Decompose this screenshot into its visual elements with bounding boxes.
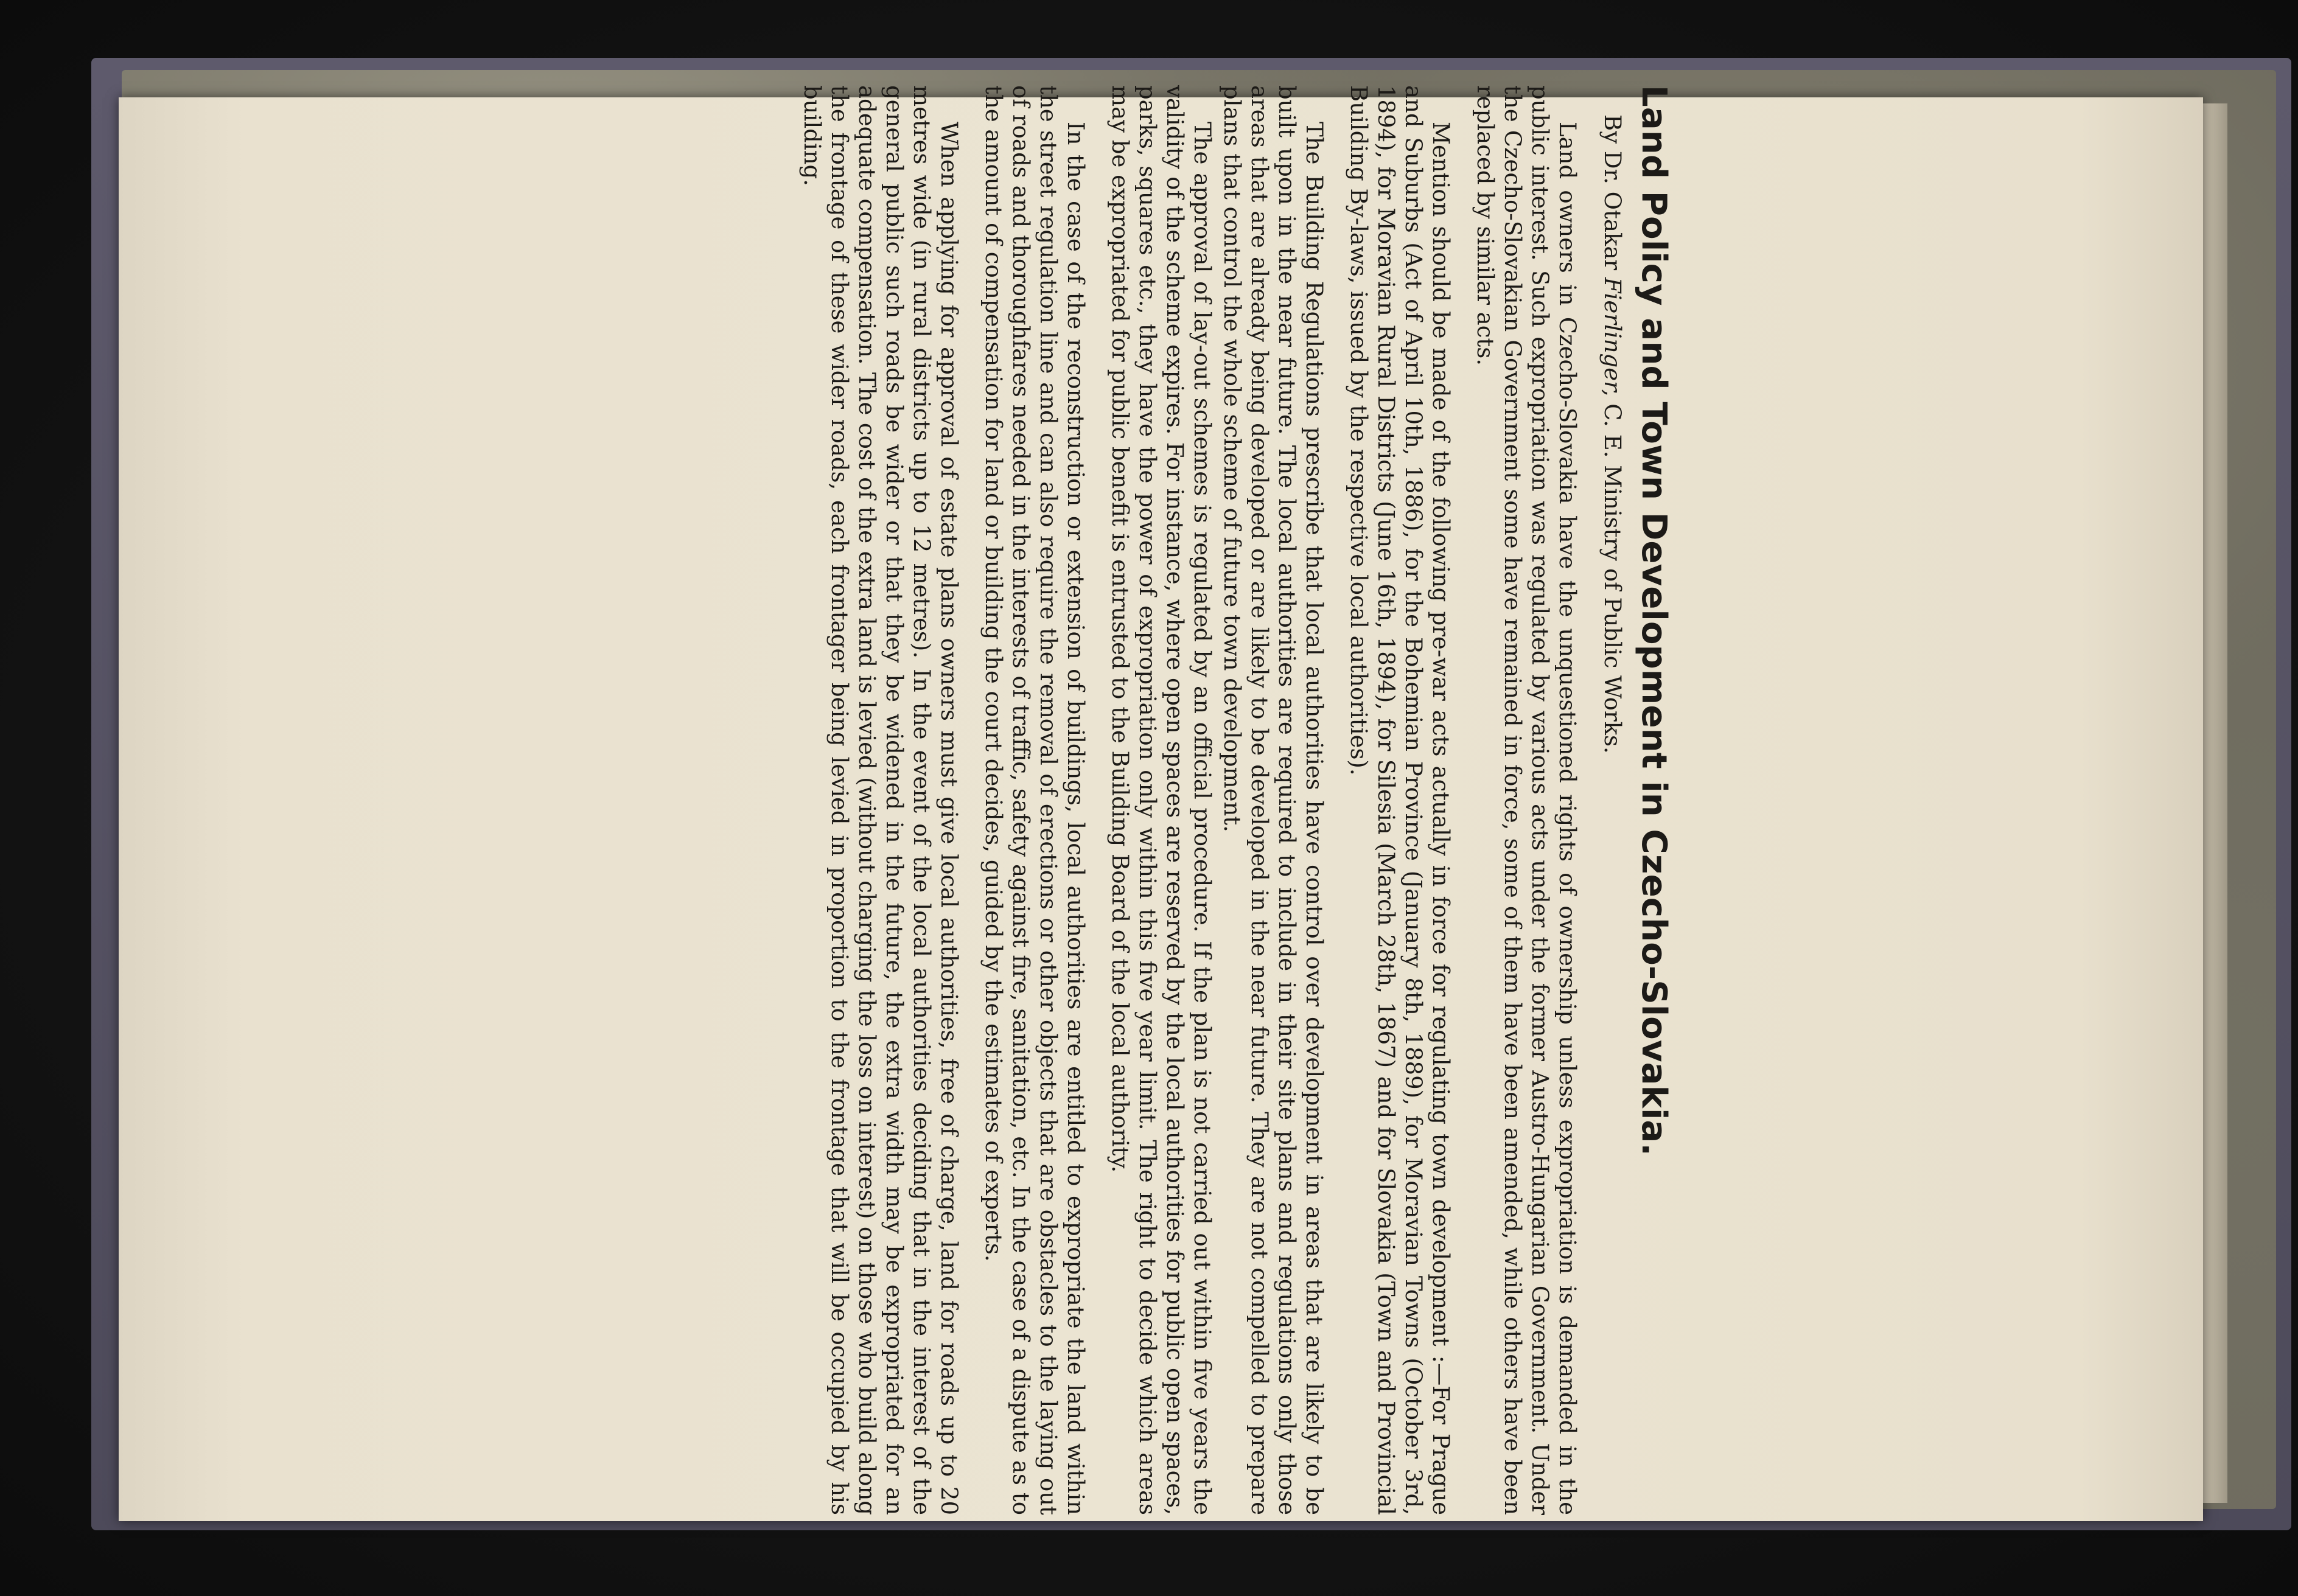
article [761,85,1674,1515]
author-name: Fierlinger, [1599,277,1626,397]
paragraph: Mention should be made of the following pre-war acts actually in force for regulating town development :—For Prague and Suburbs (Act of April 10th, 1886), for the Bohemian Province (January 8th, 1889), for Moravian Towns (October 3rd, 1894), for Moravian Rural Districts (June 16th, 1894), for Silesia (March 28th, 1867) and for Slovakia (Town and Provincial Building By-laws, issued by the respective local authorities). [1346,85,1454,1515]
paragraph: The approval of lay-out schemes is regulated by an official procedure. If the plan is not carried out within five years the validity of the scheme expires. For instance, where open spaces are reserved by the local authorities for public open spaces, parks, squares etc., they have the power of expropriation only within this five year limit. The right to decide which areas may be expropriated for public benefit is entrusted to the Building Board of the local authority. [1107,85,1215,1515]
paragraph: The Building Regulations prescribe that local authorities have control over development in areas that are likely to be built upon in the near future. The local authorities are required to include in their site plans and regulations only those areas that are already being developed or are likely to be developed in the near future. They are not compelled to prepare plans that control the whole scheme of future town development. [1219,85,1327,1515]
paragraph: Land owners in Czecho-Slovakia have the unquestioned rights of ownership unless expropriation is demanded in the public interest. Such expropriation was regulated by various acts under the former Austro-Hungarian Government. Under the Czecho-Slovakian Government some have remained in force, some of them have been amended, while others have been replaced by similar acts. [1472,85,1580,1515]
page-edge [2203,103,2227,1503]
article-byline [1599,114,1626,1515]
byline-suffix: C. E. Ministry of Public Works. [1599,396,1626,754]
byline-prefix: By Dr. Otakar [1599,114,1626,277]
paragraph: In the case of the reconstruction or extension of buildings, local authorities are entitled to expropriate the land within the street regulation line and can also require the removal of erections or other objects that are obstacles to the laying out of roads and thoroughfares needed in the interests of traffic, safety against fire, sanitation, etc. In the case of a dispute as to the amount of compensation for land or building the court decides, guided by the estimates of experts. [980,85,1089,1515]
paragraph: When applying for approval of estate plans owners must give local authorities, free of charge, land for roads up to 20 metres wide (in rural districts up to 12 metres). In the event of the local authorities deciding that in the interest of the general public such roads be wider or that they be widened in the future, the extra width may be expropriated for an adequate compensation. The cost of the extra land is levied (without charging the loss on interest) on those who build along the frontage of these wider roads, each frontager being levied in proportion to the frontage that will be occupied by his building. [799,85,962,1515]
article-title: Land Policy and Town Development in Czecho-Slovakia. [1634,85,1674,1156]
